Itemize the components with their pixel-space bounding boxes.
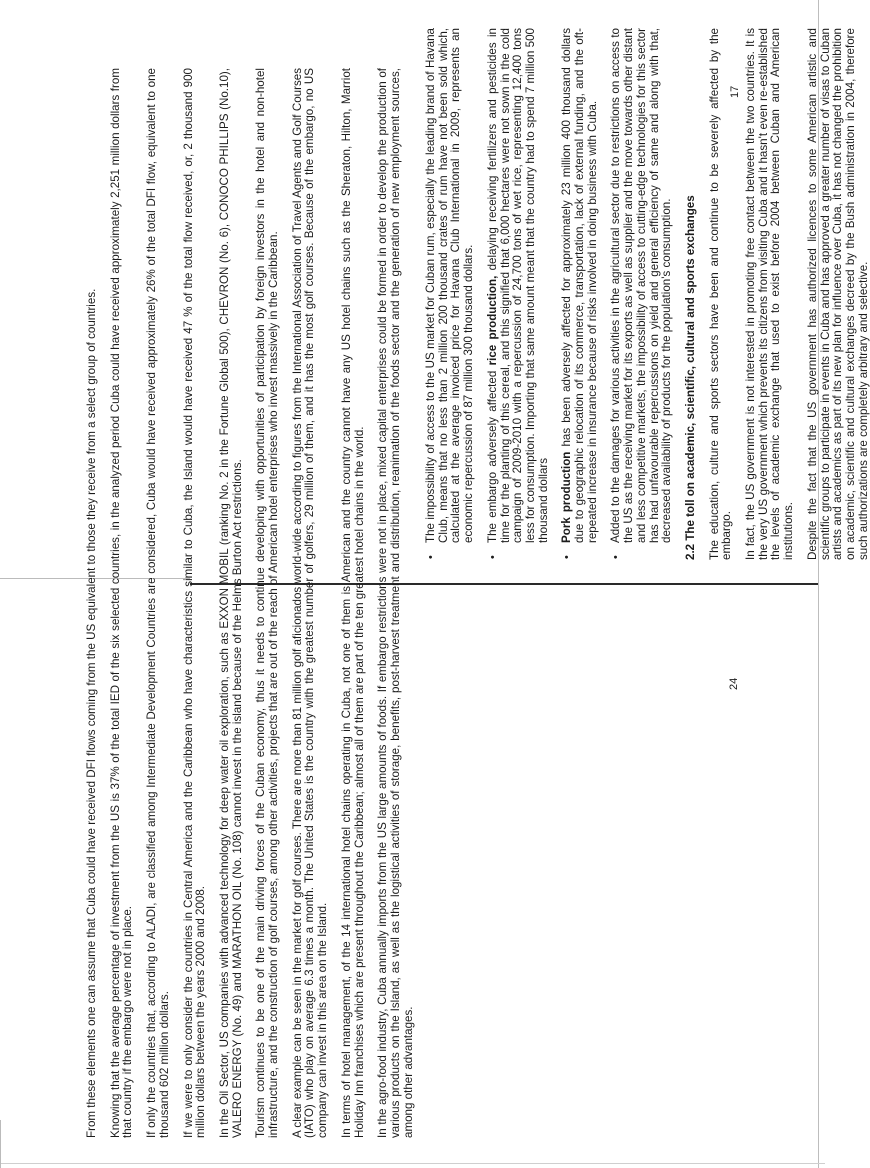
paragraph: Tourism continues to be one of the main driving forces of the Cuban economy, thus it needs to continue developing with opportunities of participation by foreign investors in the hotel and non-hotel infrastructure, and the construction of golf courses, among other activities, projects that are out of the reach of American hotel enterprises who invest massively in the Caribbean. (254, 68, 281, 1138)
scan-bottom-edge (0, 1163, 825, 1164)
right-page-number: 17 (729, 85, 741, 98)
list-item (425, 28, 476, 560)
right-page-text-column (424, 27, 870, 560)
list-item (487, 28, 551, 560)
paragraph: Despite the fact that the US government has authorized licences to some American artistic and scientific groups to participate in events in Cuba and has approved a greater number of visas to Cuban artists and academics as part of its new plan for influence over Cuba, it has not changed the prohibition on academic, scientific and cultural exchanges decreed by the Bush administration in 2004, therefore such authorizations are completely arbitrary and selective. (805, 28, 870, 560)
scan-mark (0, 1120, 1, 1168)
paragraph: In the agro-food industry, Cuba annually imports from the US large amounts of foods. If embargo restrictions were not in place, mixed capital enterprises could be formed in order to develop the production of various products on the Island, as well as the logistical activities of storage, benefits, post-harvest treatment and distribution, reanimation of the foods sector and the generation of new employment sources, among other advantages. (376, 68, 415, 1138)
left-page-text-column (85, 68, 415, 1138)
list-item (561, 28, 599, 560)
paragraph: If we were to only consider the countries in Central America and the Caribbean who have characteristics similar to Cuba, the Island would have received 47 % of the total flow received, or, 2 thousand 900 million dollars between the years 2000 and 2008. (181, 68, 208, 1138)
paragraph: In the Oil Sector, US companies with advanced technology for deep water oil exploration, such as EXXON MOBIL (ranking No. 2 in the Fortune Global 500), CHEVRON (No. 6), CONOCO PHILLIPS (No.10), VALERO ENERGY (No. 49) and MARATHON OIL (No. 108) cannot invest in the island because of the Helms Burton Act restrictions. (217, 68, 244, 1138)
bullet-text: has been adversely affected for approximately 23 million 400 thousand dollars due to geographic relocation of its commerce, transportation, lack of external funding, and the oft-repeated increase in insurance because of risks involved in doing business with Cuba. (560, 27, 599, 543)
bullet-bold-term: rice production, (485, 275, 499, 366)
bullet-icon: • (425, 555, 437, 559)
list-item (610, 28, 674, 560)
paragraph: The education, culture and sports sectors have been and continue to be severely affected by the embargo. (707, 28, 734, 560)
paragraph: Knowing that the average percentage of investment from the US is 37% of the total IED of the six selected countries, in the analyzed period Cuba could have received approximately 2,251 million dollars from that country if the embargo were not in place. (108, 68, 135, 1138)
paragraph: In terms of hotel management, of the 14 international hotel chains operating in Cuba, not one of them is American and the country cannot have any US hotel chains such as the Sheraton, Hilton, Marriot Holiday Inn franchises which are present throughout the Caribbean; almost all of them are part of the ten greatest hotel chains in the world. (339, 68, 366, 1138)
bullet-text: delaying receiving fertilizers and pesticides in time for the planting of this cereal, and this signified that 6,000 hectares were not sown in the cold campaign of 2009-2010 with a repercussion of 24,700 tons of wet rice, representing 12,400 tons less for consumption. Importing that same amount meant that the country had to spend 7 million 500 thousand dollars (485, 28, 550, 543)
bullet-bold-term: Pork production (560, 451, 574, 543)
paragraph: If only the countries that, according to ALADI, are classified among Intermediate Development Countries are considered, Cuba would have received approximately 26% of the total DFI flow, equivalent to one thousand 602 million dollars. (145, 68, 171, 1138)
bullet-text: Added to the damages for various activities in the agricultural sector due to restrictions on access to the US as the receiving market for its exports as well as supplier and the move towards other distant and less competitive markets, the impossibility of access to cutting-edge technologies for this sector has had unfavourable repercussions on yield and general efficiency of same and along with that, decreased availability of products for the population's consumption. (609, 28, 674, 543)
bullet-list (425, 28, 674, 560)
paragraph: In fact, the US government is not interested in promoting free contact between the two countries. It is the very US government which prevents its citizens from visiting Cuba and it hasn't even re-established the levels of academic exchange that used to exist before 2004 between Cuban and American institutions. (744, 28, 796, 560)
bullet-text: The impossibility of access to the US market for Cuban rum, especially the leading brand of Havana Club, means that no less than 2 million 200 thousand crates of rum have not been sold which, calculated at the average invoiced price for Havana Club International in 2009, represents an economic repercussion of 87 million 300 thousand dollars. (424, 28, 476, 543)
section-heading: 2.2 The toll on academic, scientific, cultural and sports exchanges (683, 195, 697, 560)
bullet-icon: • (486, 555, 499, 559)
bullet-icon: • (561, 555, 574, 559)
bullet-icon: • (610, 555, 623, 559)
paragraph: A clear example can be seen in the market for golf courses. There are more than 81 million golf aficionados world-wide according to figures from the International Association of Travel Agents and Golf Courses (IATO) who play on average 6.3 times a month. The United States is the country with the greatest number of golfers, 29 million of them, and it has the most golf courses. Because of the embargo, no US company can invest in this area on the Island. (290, 68, 330, 1138)
left-page-number: 24 (728, 677, 740, 690)
bullet-text-lead: The embargo adversely affected (485, 365, 499, 543)
paragraph: From these elements one can assume that Cuba could have received DFI flows coming from the US equivalent to those they receive from a select group of countries. (85, 288, 98, 1138)
